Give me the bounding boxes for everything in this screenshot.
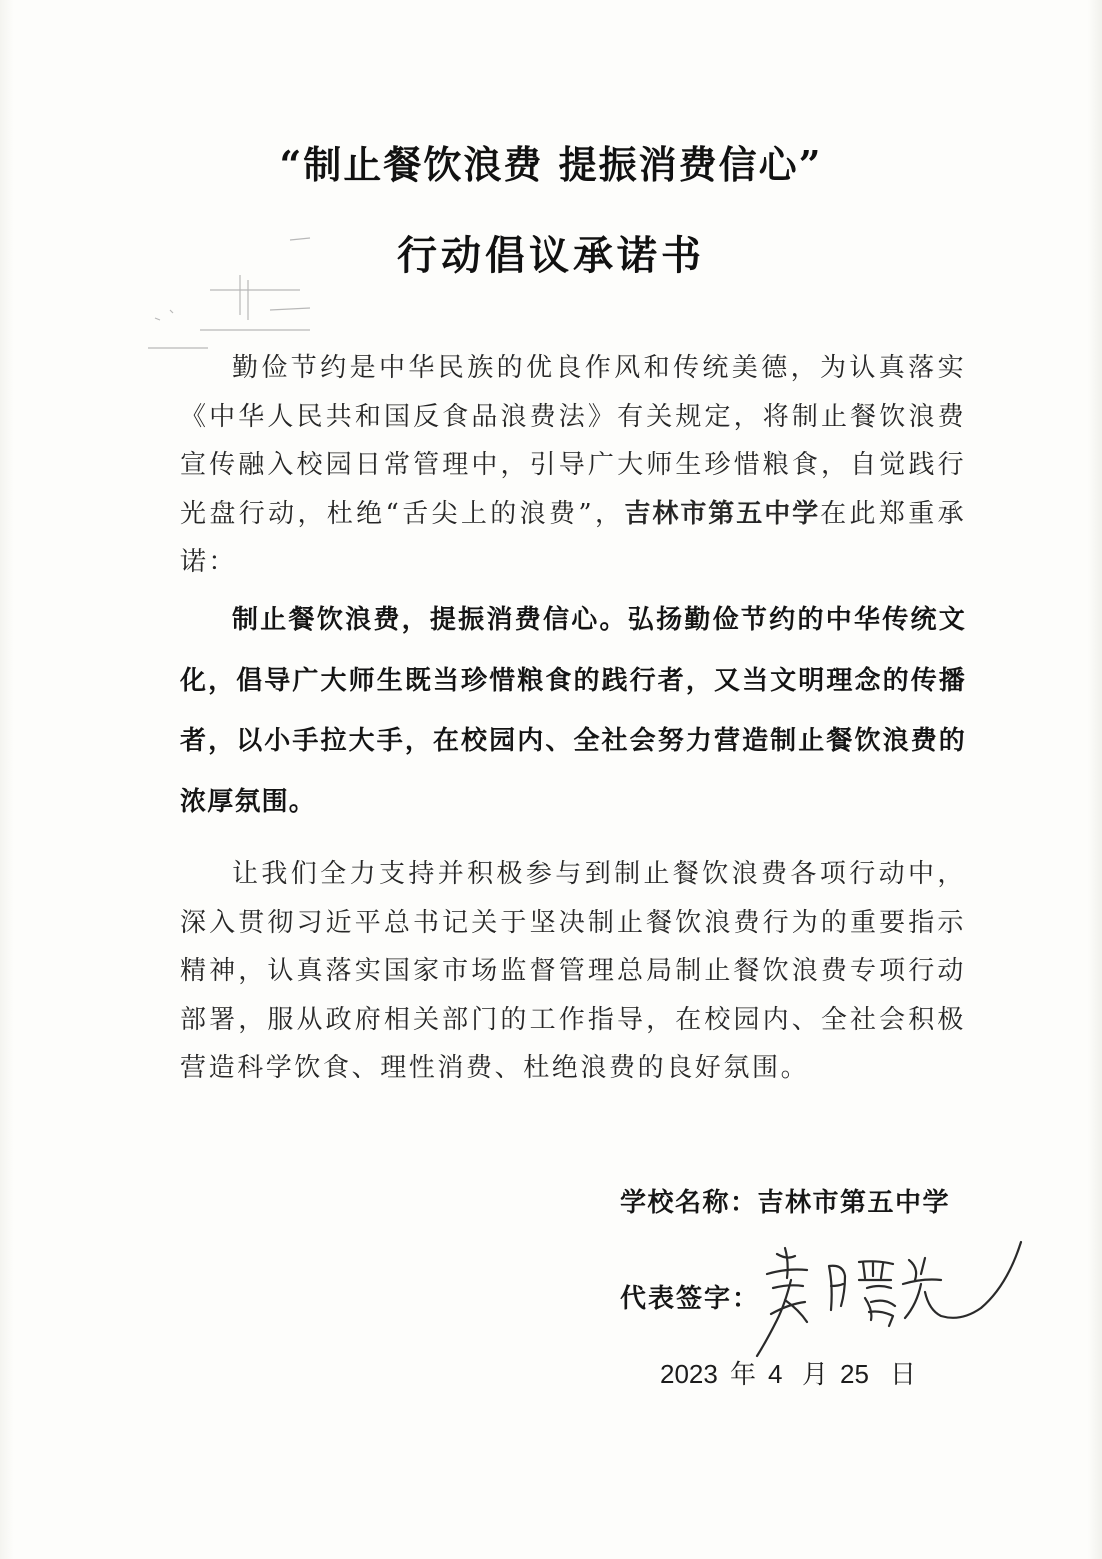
date-month: 4 xyxy=(768,1359,783,1389)
paragraph-commitment: 制止餐饮浪费，提振消费信心。弘扬勤俭节约的中华传统文化，倡导广大师生既当珍惜粮食的践行者，又当文明理念的传播者，以小手拉大手，在校园内、全社会努力营造制止餐饮浪费的浓厚氛围。 xyxy=(180,605,966,817)
document-title-line1: “制止餐饮浪费 提振消费信心” xyxy=(279,142,823,187)
date-year-unit: 年 xyxy=(730,1359,757,1389)
paragraph-call-to-action: 让我们全力支持并积极参与到制止餐饮浪费各项行动中，深入贯彻习近平总书记关于坚决制止餐饮浪费行为的重要指示精神，认真落实国家市场监督管理总局制止餐饮浪费专项行动部署，服从政府相关部门的工作指导，在校园内、全社会积极营造科学饮食、理性消费、杜绝浪费的良好氛围。 xyxy=(180,859,966,1083)
date-month-unit: 月 xyxy=(802,1359,829,1389)
paragraph-intro xyxy=(180,344,966,587)
date-year: 2023 xyxy=(660,1359,718,1389)
representative-row xyxy=(620,1278,760,1315)
paragraph-intro-part1: 勤俭节约是中华民族的优良作风和传统美德，为认真落实《中华人民共和国反食品浪费法》有关规定，将制止餐饮浪费宣传融入校园日常管理中，引导广大师生珍惜粮食，自觉践行光盘行动，杜绝“舌尖上的浪费”， xyxy=(180,353,966,529)
school-name-row xyxy=(620,1182,950,1219)
date-day: 25 xyxy=(840,1359,869,1389)
representative-label: 代表签字： xyxy=(620,1284,761,1314)
handwritten-signature xyxy=(755,1240,1035,1370)
signature-date xyxy=(660,1354,916,1391)
paragraph-intro-part2: 在此郑重承诺： xyxy=(180,498,966,577)
paragraph-intro-school: 吉林市第五中学 xyxy=(624,498,821,529)
document-title-line2: 行动倡议承诺书 xyxy=(397,232,705,279)
school-name-label: 学校名称： xyxy=(620,1188,758,1218)
school-name-value: 吉林市第五中学 xyxy=(757,1188,951,1218)
date-day-unit: 日 xyxy=(890,1359,917,1389)
